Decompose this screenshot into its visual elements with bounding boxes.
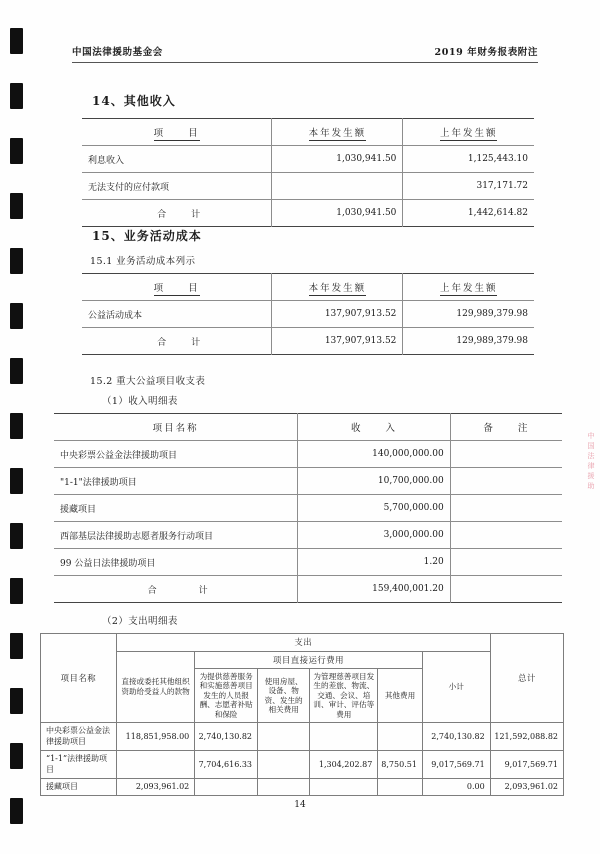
cell-income: 140,000,000.00	[298, 441, 450, 468]
cell-facility-cost	[258, 751, 310, 779]
col-header-prior: 上年发生额	[403, 274, 534, 301]
table-row	[82, 173, 534, 200]
col-header-grand-total: 总计	[490, 634, 563, 723]
cell-total-current: 137,907,913.52	[272, 328, 403, 355]
col-header-subtotal: 小计	[422, 651, 490, 723]
income-table-heading: （1）收入明细表	[102, 396, 178, 407]
cell-project-name: “1-1”法律援助项目	[41, 751, 117, 779]
table-row	[41, 751, 564, 779]
cell-other-cost	[378, 778, 422, 795]
cell-remark	[450, 549, 562, 576]
col-header-personnel-cost: 为提供慈善服务和实施慈善项目发生的人员报酬、志愿者补贴和保险	[195, 669, 258, 723]
header-org-name: 中国法律援助基金会	[72, 47, 163, 58]
running-header	[72, 44, 538, 63]
cell-subtotal: 9,017,569.71	[422, 751, 490, 779]
table-row-total	[82, 328, 534, 355]
cell-total-current: 1,030,941.50	[272, 200, 403, 227]
table-row	[54, 441, 562, 468]
col-header-facility-cost: 使用房屋、设备、物资、发生的相关费用	[258, 669, 310, 723]
table-row	[54, 549, 562, 576]
cell-travel-cost	[310, 723, 378, 751]
cell-total-income: 159,400,001.20	[298, 576, 450, 603]
cell-direct-aid: 2,093,961.02	[116, 778, 194, 795]
table-row-total	[54, 576, 562, 603]
document-content	[32, 92, 562, 796]
cell-subtotal: 2,740,130.82	[422, 723, 490, 751]
cell-direct-aid	[116, 751, 194, 779]
cell-prior: 129,989,379.98	[403, 301, 534, 328]
cell-income: 5,700,000.00	[298, 495, 450, 522]
col-header-remark: 备 注	[450, 414, 562, 441]
cell-project-name: 西部基层法律援助志愿者服务行动项目	[60, 531, 214, 542]
col-header-prior: 上年发生额	[403, 119, 534, 146]
cell-project-name: "1-1"法律援助项目	[60, 477, 137, 488]
table-row	[82, 119, 534, 146]
binding-marks	[10, 28, 24, 828]
col-header-income: 收 入	[298, 414, 450, 441]
table-expense-detail	[40, 633, 564, 796]
cell-facility-cost	[258, 778, 310, 795]
col-header-expense-group: 支出	[116, 634, 490, 652]
cell-prior: 1,125,443.10	[403, 146, 534, 173]
col-header-item: 项 目	[153, 128, 200, 139]
cell-total-label: 合 计	[157, 209, 209, 220]
header-report-title: 2019 年财务报表附注	[434, 47, 538, 58]
cell-direct-aid: 118,851,958.00	[116, 723, 194, 751]
table-row	[54, 468, 562, 495]
cell-current	[272, 173, 403, 200]
table-other-income	[82, 118, 534, 227]
cell-total-label: 合 计	[147, 585, 216, 596]
red-stamp: 中国法律援助	[587, 432, 595, 492]
col-header-project-name: 项目名称	[152, 423, 199, 434]
table-header-row	[41, 634, 564, 652]
cell-income: 10,700,000.00	[298, 468, 450, 495]
cell-travel-cost	[310, 778, 378, 795]
col-header-item: 项 目	[153, 283, 200, 294]
cell-remark	[450, 522, 562, 549]
table-income-detail	[54, 413, 562, 603]
table-row	[54, 414, 562, 441]
cell-remark	[450, 495, 562, 522]
cell-total-prior: 1,442,614.82	[403, 200, 534, 227]
cell-prior: 317,171.72	[403, 173, 534, 200]
col-header-current: 本年发生额	[272, 119, 403, 146]
expense-table-heading: （2）支出明细表	[102, 616, 178, 627]
cell-project-name: 99 公益日法律援助项目	[60, 558, 156, 569]
cell-project-name: 援藏项目	[41, 778, 117, 795]
cell-item: 无法支付的应付款项	[88, 182, 170, 193]
cell-project-name: 中央彩票公益金法律援助项目	[60, 450, 178, 461]
table-row	[41, 723, 564, 751]
cell-total-label: 合 计	[157, 337, 209, 348]
cell-personnel-cost: 2,740,130.82	[195, 723, 258, 751]
cell-grand-total: 9,017,569.71	[490, 751, 563, 779]
cell-personnel-cost: 7,704,616.33	[195, 751, 258, 779]
cell-other-cost	[378, 723, 422, 751]
cell-travel-cost: 1,304,202.87	[310, 751, 378, 779]
col-header-current: 本年发生额	[272, 274, 403, 301]
cell-subtotal: 0.00	[422, 778, 490, 795]
cell-item: 利息收入	[88, 155, 125, 166]
cell-remark	[450, 468, 562, 495]
cell-project-name: 援藏项目	[60, 504, 97, 515]
table-row	[82, 274, 534, 301]
col-header-other-cost: 其他费用	[378, 669, 422, 723]
table-activity-cost	[82, 273, 534, 355]
table-row	[41, 778, 564, 795]
cell-total-prior: 129,989,379.98	[403, 328, 534, 355]
section-14-heading: 14、其他收入	[92, 94, 176, 108]
table-header-row	[41, 651, 564, 669]
cell-income: 1.20	[298, 549, 450, 576]
col-header-travel-cost: 为管理慈善项目发生的差旅、物流、交通、会议、培训、审计、评估等费用	[310, 669, 378, 723]
table-row-total	[82, 200, 534, 227]
cell-project-name: 中央彩票公益金法律援助项目	[41, 723, 117, 751]
cell-personnel-cost	[195, 778, 258, 795]
table-row	[82, 301, 534, 328]
table-row	[54, 522, 562, 549]
cell-grand-total: 121,592,088.82	[490, 723, 563, 751]
table-row	[82, 146, 534, 173]
col-header-direct-aid: 直接或委托其他组织资助给受益人的款物	[116, 651, 194, 723]
page-number: 14	[294, 800, 306, 810]
cell-current: 1,030,941.50	[272, 146, 403, 173]
cell-income: 3,000,000.00	[298, 522, 450, 549]
cell-item: 公益活动成本	[88, 310, 143, 321]
cell-remark	[450, 441, 562, 468]
section-15-heading: 15、业务活动成本	[92, 229, 202, 243]
cell-total-remark	[450, 576, 562, 603]
col-header-project-name: 项目名称	[41, 634, 117, 723]
table-row	[54, 495, 562, 522]
section-15-2-heading: 15.2 重大公益项目收支表	[90, 376, 206, 387]
cell-other-cost: 8,750.51	[378, 751, 422, 779]
cell-facility-cost	[258, 723, 310, 751]
cell-grand-total: 2,093,961.02	[490, 778, 563, 795]
col-header-direct-operating-group: 项目直接运行费用	[195, 651, 422, 669]
cell-current: 137,907,913.52	[272, 301, 403, 328]
section-15-1-heading: 15.1 业务活动成本列示	[90, 256, 196, 267]
